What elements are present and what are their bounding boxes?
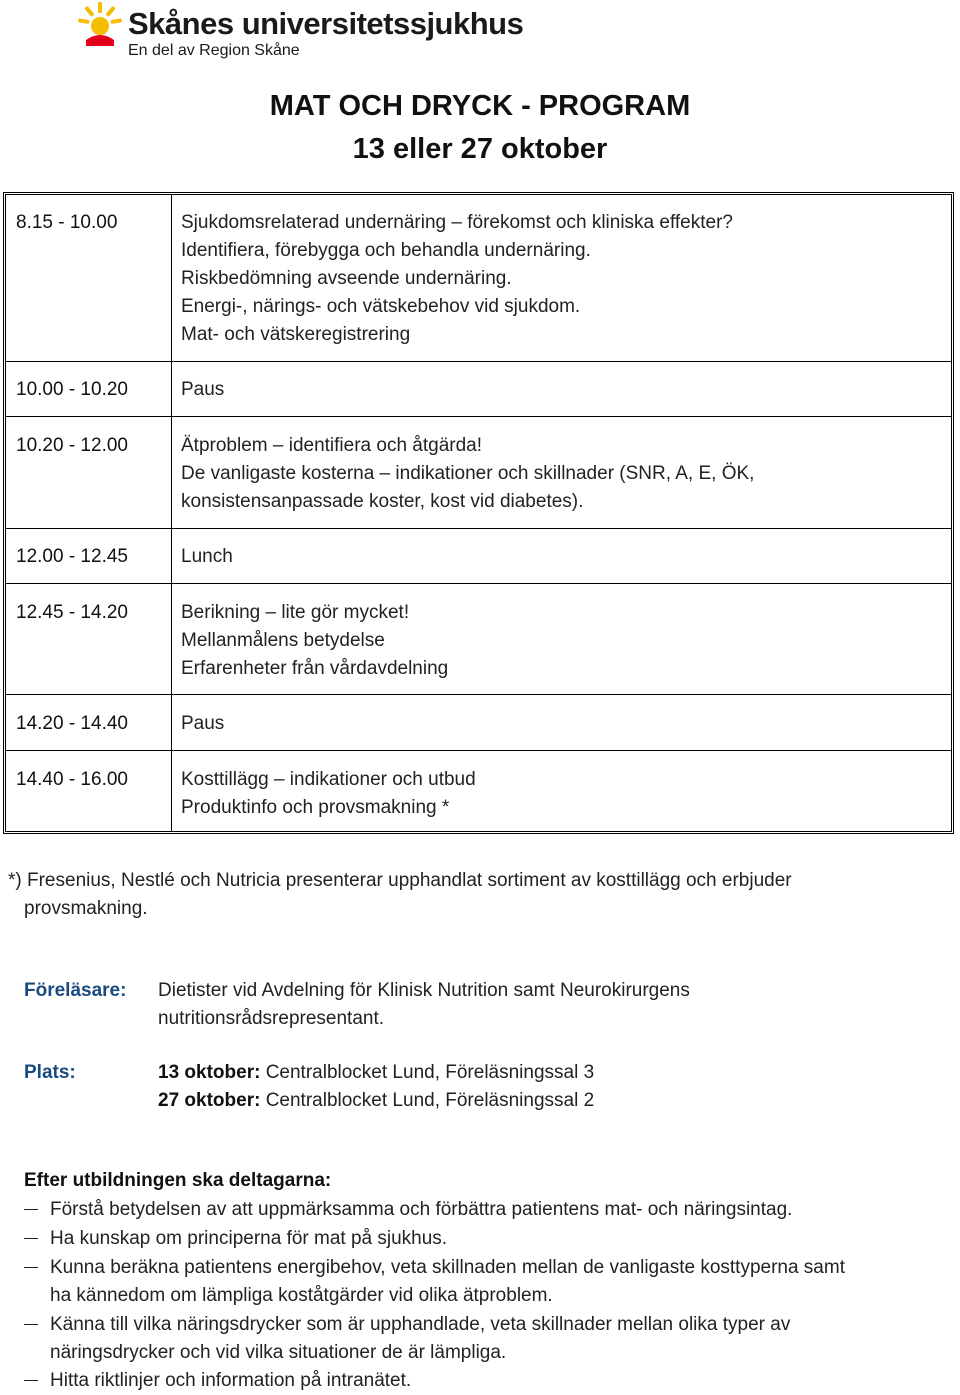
- schedule-table: [3, 192, 954, 834]
- description-line: Produktinfo och provsmakning *: [181, 797, 450, 818]
- description-line: Mellanmålens betydelse: [181, 630, 385, 651]
- outcome-continuation: ha kännedom om lämpliga koståtgärder vid olika ätproblem.: [50, 1285, 553, 1306]
- logo-subtitle: En del av Region Skåne: [128, 42, 300, 59]
- venue-date: 27 oktober:: [158, 1090, 261, 1111]
- outcome-continuation: näringsdrycker och vid vilka situationer de är lämpliga.: [50, 1342, 507, 1363]
- schedule-time: 8.15 - 10.00: [16, 212, 118, 233]
- dash-bullet-icon: [24, 1324, 38, 1325]
- description-line: Kosttillägg – indikationer och utbud: [181, 769, 476, 790]
- description-line: Paus: [181, 379, 225, 400]
- venue-item: [158, 1059, 594, 1087]
- outcome-item: [24, 1254, 845, 1282]
- outcome-text: Förstå betydelsen av att uppmärksamma och förbättra patientens mat- och näringsintag.: [50, 1199, 793, 1220]
- venue-place: Centralblocket Lund, Föreläsningssal 2: [265, 1090, 595, 1111]
- outcome-text: Hitta riktlinjer och information på intranätet.: [50, 1370, 412, 1391]
- schedule-description: [181, 376, 224, 404]
- row-divider: [6, 694, 951, 695]
- page-title: MAT OCH DRYCK - PROGRAM: [269, 90, 691, 122]
- lecturers-label: Föreläsare:: [24, 980, 127, 1001]
- description-line: Paus: [181, 713, 225, 734]
- venue-label: Plats:: [24, 1062, 76, 1083]
- outcome-text: Känna till vilka näringsdrycker som är upphandlade, veta skillnader mellan olika typer av: [50, 1314, 791, 1335]
- row-divider: [6, 583, 951, 584]
- dash-bullet-icon: [24, 1238, 38, 1239]
- page-subtitle: 13 eller 27 oktober: [352, 133, 608, 165]
- schedule-description: [181, 209, 733, 349]
- row-divider: [6, 750, 951, 751]
- outcome-item: [24, 1367, 411, 1395]
- schedule-time: 14.40 - 16.00: [16, 769, 128, 790]
- lecturers-text: Dietister vid Avdelning för Klinisk Nutrition samt Neurokirurgens: [158, 980, 690, 1001]
- venue-date: 13 oktober:: [158, 1062, 261, 1083]
- description-line: Berikning – lite gör mycket!: [181, 602, 410, 623]
- outcome-text: Ha kunskap om principerna för mat på sjukhus.: [50, 1228, 448, 1249]
- sun-logo-icon: [78, 2, 122, 46]
- description-line: Erfarenheter från vårdavdelning: [181, 658, 449, 679]
- logo-name: Skånes universitetssjukhus: [128, 6, 524, 41]
- outcomes-heading: Efter utbildningen ska deltagarna:: [24, 1170, 332, 1191]
- schedule-description: [181, 432, 754, 516]
- description-line: Lunch: [181, 546, 233, 567]
- schedule-time: 12.00 - 12.45: [16, 546, 128, 567]
- hospital-logo: [78, 2, 524, 62]
- description-line: Ätproblem – identifiera och åtgärda!: [181, 435, 483, 456]
- description-line: Sjukdomsrelaterad undernäring – förekomst och kliniska effekter?: [181, 212, 733, 233]
- schedule-time: 12.45 - 14.20: [16, 602, 128, 623]
- dash-bullet-icon: [24, 1209, 38, 1210]
- description-line: Mat- och vätskeregistrering: [181, 324, 411, 345]
- schedule-time: 14.20 - 14.40: [16, 713, 128, 734]
- footnote-line: provsmakning.: [24, 898, 148, 919]
- lecturers-text: nutritionsrådsrepresentant.: [158, 1008, 385, 1029]
- schedule-description: [181, 710, 224, 738]
- description-line: De vanligaste kosterna – indikationer och skillnader (SNR, A, E, ÖK,: [181, 463, 755, 484]
- outcome-item: [24, 1311, 790, 1339]
- venue-item: [158, 1087, 594, 1115]
- dash-bullet-icon: [24, 1380, 38, 1381]
- row-divider: [6, 361, 951, 362]
- outcome-text: Kunna beräkna patientens energibehov, veta skillnaden mellan de vanligaste kosttyperna samt: [50, 1257, 845, 1278]
- schedule-description: [181, 543, 233, 571]
- row-divider: [6, 416, 951, 417]
- schedule-time: 10.20 - 12.00: [16, 435, 128, 456]
- description-line: Energi-, närings- och vätskebehov vid sjukdom.: [181, 296, 581, 317]
- row-divider: [6, 528, 951, 529]
- column-divider: [171, 195, 172, 831]
- description-line: Identifiera, förebygga och behandla undernäring.: [181, 240, 591, 261]
- schedule-time: 10.00 - 10.20: [16, 379, 128, 400]
- outcome-item: [24, 1196, 792, 1224]
- schedule-description: [181, 599, 448, 683]
- description-line: Riskbedömning avseende undernäring.: [181, 268, 512, 289]
- dash-bullet-icon: [24, 1267, 38, 1268]
- footnote-line: *) Fresenius, Nestlé och Nutricia presenterar upphandlat sortiment av kosttillägg och erbjuder: [8, 870, 792, 891]
- schedule-description: [181, 766, 476, 822]
- outcome-item: [24, 1225, 447, 1253]
- description-line: konsistensanpassade koster, kost vid diabetes).: [181, 491, 584, 512]
- venue-place: Centralblocket Lund, Föreläsningssal 3: [265, 1062, 595, 1083]
